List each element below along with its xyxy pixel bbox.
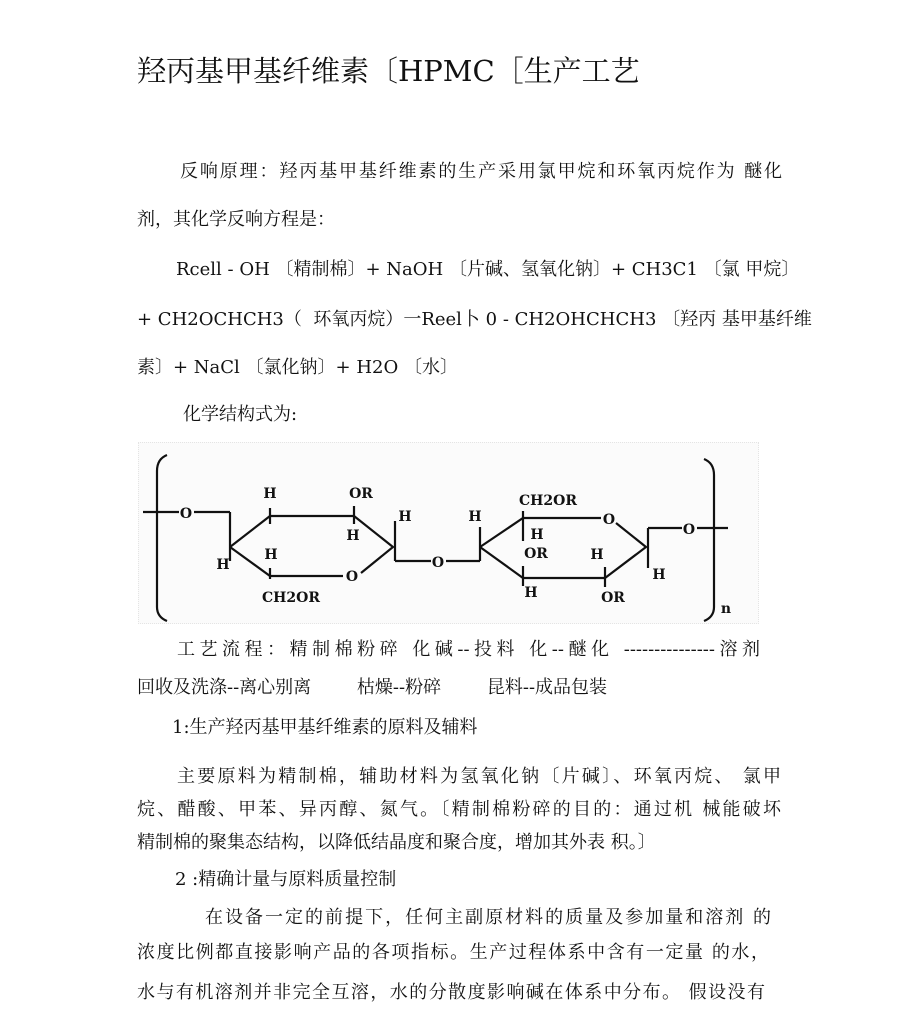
hydrogen-label: H [263, 486, 277, 502]
right-bracket [704, 459, 714, 621]
or-group-label: OR [524, 546, 548, 562]
hydrogen-label: H [590, 547, 604, 563]
equation-line-1: Rcell - OH 〔精制棉〕+ NaOH 〔片碱、氢氧化钠〕+ CH3C1 〔氯 甲烷〕 [176, 259, 800, 280]
process-line-1: 工艺流程：精制棉粉碎 化碱--投料 化--醚化 ---------------溶剂 [177, 639, 760, 660]
structure-svg [1, 1, 920, 1018]
bonds [143, 455, 728, 621]
section-1-line-3: 精制棉的聚集态结构，以降低结晶度和聚合度，增加其外表 积。〕 [137, 832, 656, 853]
ring-oxygen-label: O [602, 512, 616, 528]
or-group-label: OR [349, 486, 373, 502]
left-bracket [157, 455, 167, 621]
section-2-line-1: 在设备一定的前提下，任何主副原材料的质量及参加量和溶剂 的 [205, 907, 771, 928]
hydrogen-label: H [398, 509, 412, 525]
section-1-line-2: 烷、醋酸、甲苯、异丙醇、氮气。〔精制棉粉碎的目的：通过机 械能破坏 [137, 799, 781, 820]
section-2-line-2: 浓度比例都直接影响产品的各项指标。生产过程体系中含有一定量 的水， [137, 942, 769, 963]
ch2or-group-label: CH2OR [262, 590, 320, 606]
section-1-heading: 1:生产羟丙基甲基纤维素的原料及辅料 [172, 717, 478, 738]
hydrogen-label: H [468, 509, 482, 525]
hydrogen-label: H [524, 585, 538, 601]
chemical-structure-diagram [138, 442, 759, 624]
ch2or-group-label: CH2OR [519, 493, 577, 509]
hydrogen-label: H [530, 527, 544, 543]
principle-line-2: 剂，其化学反响方程是： [137, 209, 335, 230]
oxygen-label: O [682, 522, 696, 538]
hydrogen-label: H [216, 557, 230, 573]
oxygen-label: O [179, 506, 193, 522]
structure-heading: 化学结构式为: [183, 404, 298, 425]
bridge-oxygen-label: O [431, 555, 445, 571]
equation-line-3: 素〕+ NaCl 〔氯化钠〕+ H2O 〔水〕 [137, 357, 458, 378]
repeat-n-label: n [720, 601, 732, 617]
equation-line-2: + CH2OCHCH3（ 环氧丙烷）一Reel卜 0 - CH2OHCHCH3 〔羟丙 基甲基纤维 [137, 309, 812, 330]
hydrogen-label: H [346, 528, 360, 544]
hydrogen-label: H [652, 567, 666, 583]
section-2-line-3: 水与有机溶剂并非完全互溶，水的分散度影响碱在体系中分布。 假设没有 [137, 982, 765, 1003]
section-1-line-1: 主要原料为精制棉，辅助材料为氢氧化钠〔片碱〕、环氧丙烷、 氯甲 [177, 766, 781, 787]
ring-oxygen-label: O [345, 569, 359, 585]
or-group-label: OR [601, 590, 625, 606]
section-2-heading: 2 :精确计量与原料质量控制 [175, 869, 397, 890]
principle-line-1: 反响原理：羟丙基甲基纤维素的生产采用氯甲烷和环氧丙烷作为 醚化 [180, 161, 782, 182]
hydrogen-label: H [264, 547, 278, 563]
process-line-2: 回收及洗涤--离心别离 枯燥--粉碎 昆料--成品包装 [137, 677, 608, 698]
document-title: 羟丙基甲基纤维素〔HPMC［生产工艺 [137, 54, 640, 88]
